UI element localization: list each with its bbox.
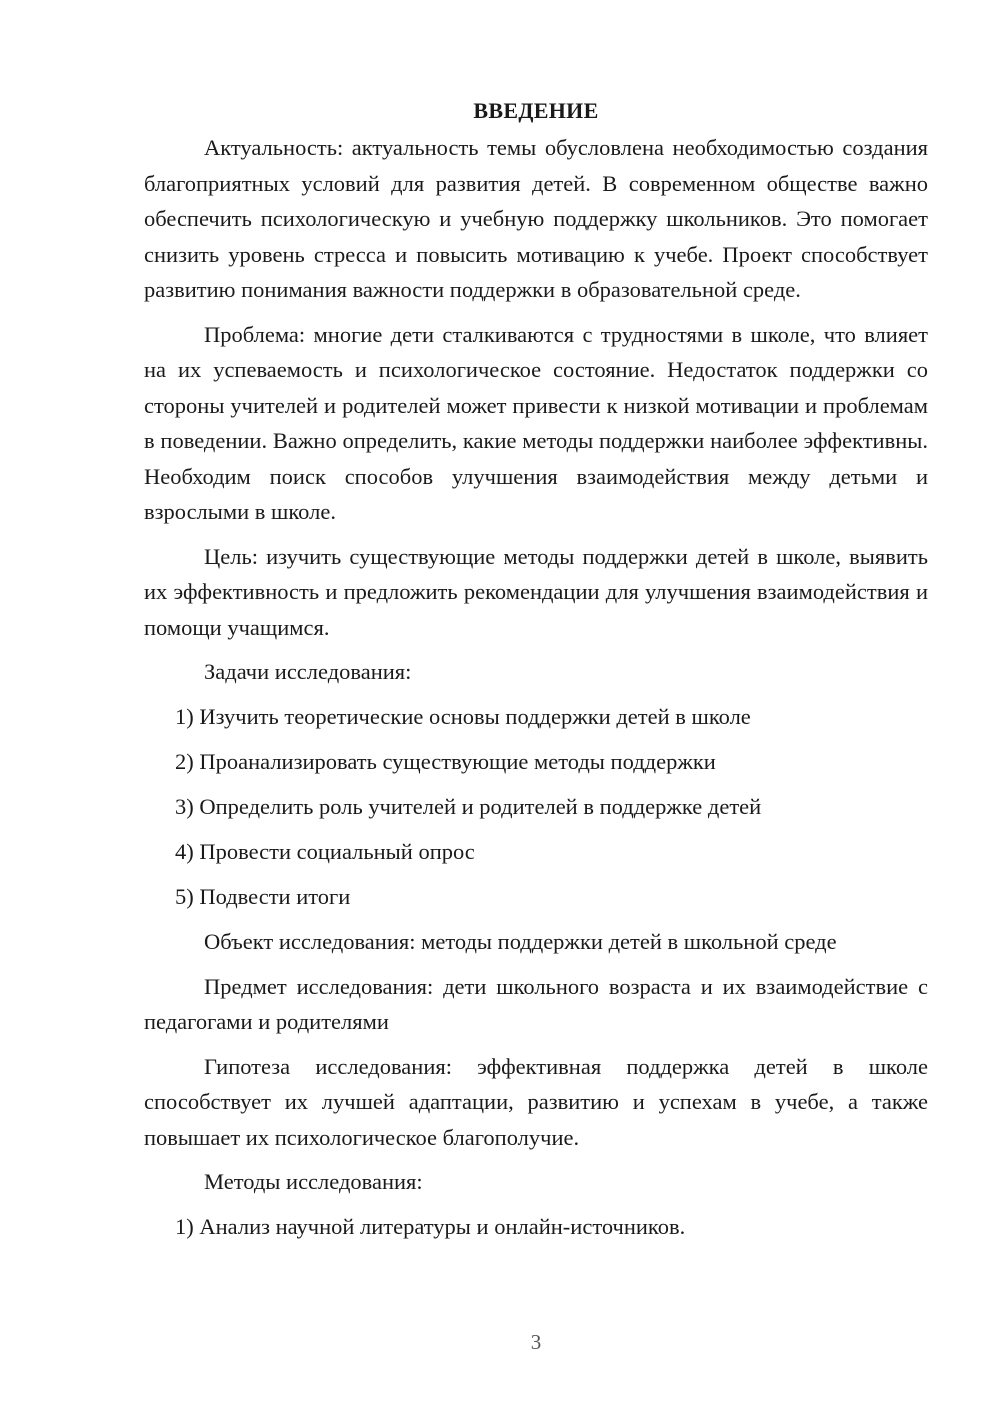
page-number: 3: [530, 1330, 542, 1354]
methods-heading: Методы исследования:: [204, 1169, 423, 1194]
list-item: 4) Провести социальный опрос: [175, 839, 475, 864]
relevance-paragraph: Актуальность: актуальность темы обусловлена необходимостью создания благоприятных условий для развития детей. В современном обществе важно обеспечить психологическую и учебную поддержку школьников. Это помогает снизить уровень стресса и повысить мотивацию к учебе. Проект способствует развитию понимания важности поддержки в образовательной среде.: [144, 135, 928, 302]
tasks-list: [144, 699, 928, 915]
list-item: 2) Проанализировать существующие методы поддержки: [175, 749, 716, 774]
object-paragraph: Объект исследования: методы поддержки детей в школьной среде: [204, 929, 837, 954]
list-item: 5) Подвести итоги: [175, 884, 351, 909]
problem-paragraph: Проблема: многие дети сталкиваются с трудностями в школе, что влияет на их успеваемость и психологическое состояние. Недостаток поддержки со стороны учителей и родителей может привести к низкой мотивации и проблемам в поведении. Важно определить, какие методы поддержки наиболее эффективны. Необходим поиск способов улучшения взаимодействия между детьми и взрослыми в школе.: [144, 321, 928, 524]
list-item: 1) Изучить теоретические основы поддержки детей в школе: [175, 704, 751, 729]
page-title: ВВЕДЕНИЕ: [473, 98, 599, 123]
list-item: 1) Анализ научной литературы и онлайн-источников.: [175, 1214, 686, 1239]
hypothesis-paragraph: Гипотеза исследования: эффективная поддержка детей в школе способствует их лучшей адаптации, развитию и успехам в учебе, а также повышает их психологическое благополучие.: [144, 1053, 928, 1150]
list-item: 3) Определить роль учителей и родителей в поддержке детей: [175, 794, 762, 819]
methods-list: [144, 1209, 928, 1245]
subject-paragraph: Предмет исследования: дети школьного возраста и их взаимодействие с педагогами и родителями: [144, 973, 928, 1034]
page-content: [144, 94, 928, 1254]
goal-paragraph: Цель: изучить существующие методы поддержки детей в школе, выявить их эффективность и предложить рекомендации для улучшения взаимодействия и помощи учащимся.: [144, 543, 928, 640]
tasks-heading: Задачи исследования:: [204, 659, 412, 684]
